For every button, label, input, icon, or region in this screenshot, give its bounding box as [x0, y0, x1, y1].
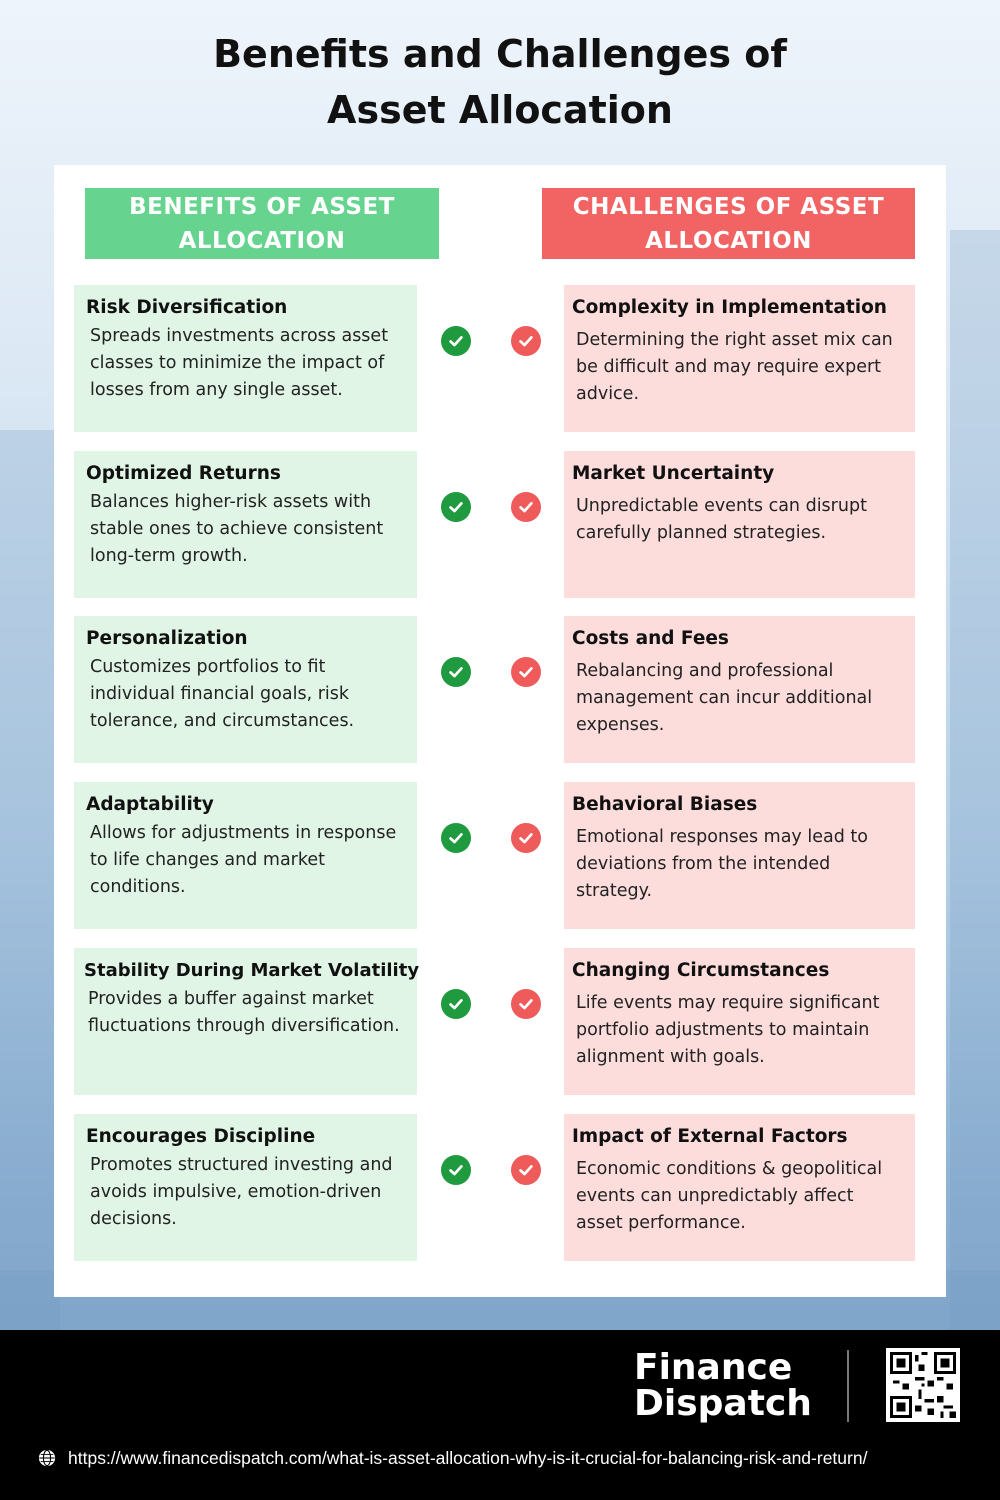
- challenge-text: Unpredictable events can disrupt carefully planned strategies.: [576, 496, 867, 543]
- challenge-heading: Market Uncertainty: [572, 463, 775, 484]
- challenge-text: Emotional responses may lead to deviations from the intended strategy.: [576, 827, 868, 901]
- challenge-heading: Complexity in Implementation: [572, 297, 887, 318]
- benefit-text: Allows for adjustments in response to life changes and market conditions.: [90, 823, 397, 897]
- benefit-heading: Optimized Returns: [86, 463, 281, 484]
- check-circle-red-icon: [511, 657, 541, 687]
- benefit-card: [74, 285, 417, 432]
- check-circle-icon: [441, 823, 471, 853]
- challenge-text: Rebalancing and professional management can incur additional expenses.: [576, 661, 873, 735]
- challenge-card: [564, 285, 915, 432]
- brand-logo: [634, 1347, 812, 1424]
- challenge-text: Life events may require significant portfolio adjustments to maintain alignment with goals.: [576, 993, 880, 1067]
- source-url-row[interactable]: [38, 1446, 867, 1470]
- challenge-heading: Impact of External Factors: [572, 1126, 848, 1147]
- check-circle-icon: [441, 1155, 471, 1185]
- footer: [0, 1330, 1000, 1500]
- challenge-heading: Changing Circumstances: [572, 960, 830, 981]
- challenge-heading: Behavioral Biases: [572, 794, 758, 815]
- benefit-card: [74, 1114, 417, 1261]
- benefit-text: Balances higher-risk assets with stable ones to achieve consistent long-term growth.: [90, 492, 384, 566]
- benefit-heading: Risk Diversification: [86, 297, 288, 318]
- challenge-text: Determining the right asset mix can be difficult and may require expert advice.: [576, 330, 893, 404]
- benefit-heading: Personalization: [86, 628, 248, 649]
- benefit-heading: Adaptability: [86, 794, 214, 815]
- check-circle-icon: [441, 989, 471, 1019]
- check-circle-icon: [441, 657, 471, 687]
- globe-icon: [38, 1449, 56, 1467]
- benefit-text: Spreads investments across asset classes to minimize the impact of losses from any single asset.: [90, 326, 389, 400]
- challenge-card: [564, 1114, 915, 1261]
- challenge-card: [564, 948, 915, 1095]
- benefit-text: Provides a buffer against market fluctuations through diversification.: [88, 989, 400, 1036]
- brand-line-1: Finance: [634, 1347, 793, 1388]
- brand-line-2: Dispatch: [634, 1383, 812, 1424]
- footer-divider: [847, 1350, 849, 1422]
- challenge-text: Economic conditions & geopolitical events can unpredictably affect asset performance.: [576, 1159, 883, 1233]
- benefit-card: [74, 451, 417, 598]
- benefit-text: Promotes structured investing and avoids impulsive, emotion-driven decisions.: [90, 1155, 393, 1229]
- check-circle-icon: [441, 326, 471, 356]
- check-circle-red-icon: [511, 989, 541, 1019]
- benefit-heading: Encourages Discipline: [86, 1126, 316, 1147]
- page-title: Benefits and Challenges of Asset Allocation: [213, 32, 787, 132]
- check-circle-red-icon: [511, 492, 541, 522]
- qr-code-icon[interactable]: [886, 1348, 960, 1422]
- source-url-link[interactable]: https://www.financedispatch.com/what-is-asset-allocation-why-is-it-crucial-for-balancing-risk-and-return/: [68, 1447, 868, 1468]
- challenge-card: [564, 782, 915, 929]
- check-circle-icon: [441, 492, 471, 522]
- check-circle-red-icon: [511, 326, 541, 356]
- check-circle-red-icon: [511, 823, 541, 853]
- challenges-header: CHALLENGES OF ASSET ALLOCATION: [542, 188, 915, 259]
- challenge-card: [564, 616, 915, 763]
- benefit-card: [74, 782, 417, 929]
- benefit-text: Customizes portfolios to fit individual financial goals, risk tolerance, and circumstances.: [90, 657, 355, 731]
- benefit-card: [74, 616, 417, 763]
- check-circle-red-icon: [511, 1155, 541, 1185]
- benefit-card: [74, 948, 420, 1095]
- benefits-header: BENEFITS OF ASSET ALLOCATION: [85, 188, 439, 259]
- challenge-card: [564, 451, 915, 598]
- benefit-heading: Stability During Market Volatility: [84, 960, 420, 981]
- challenge-heading: Costs and Fees: [572, 628, 729, 649]
